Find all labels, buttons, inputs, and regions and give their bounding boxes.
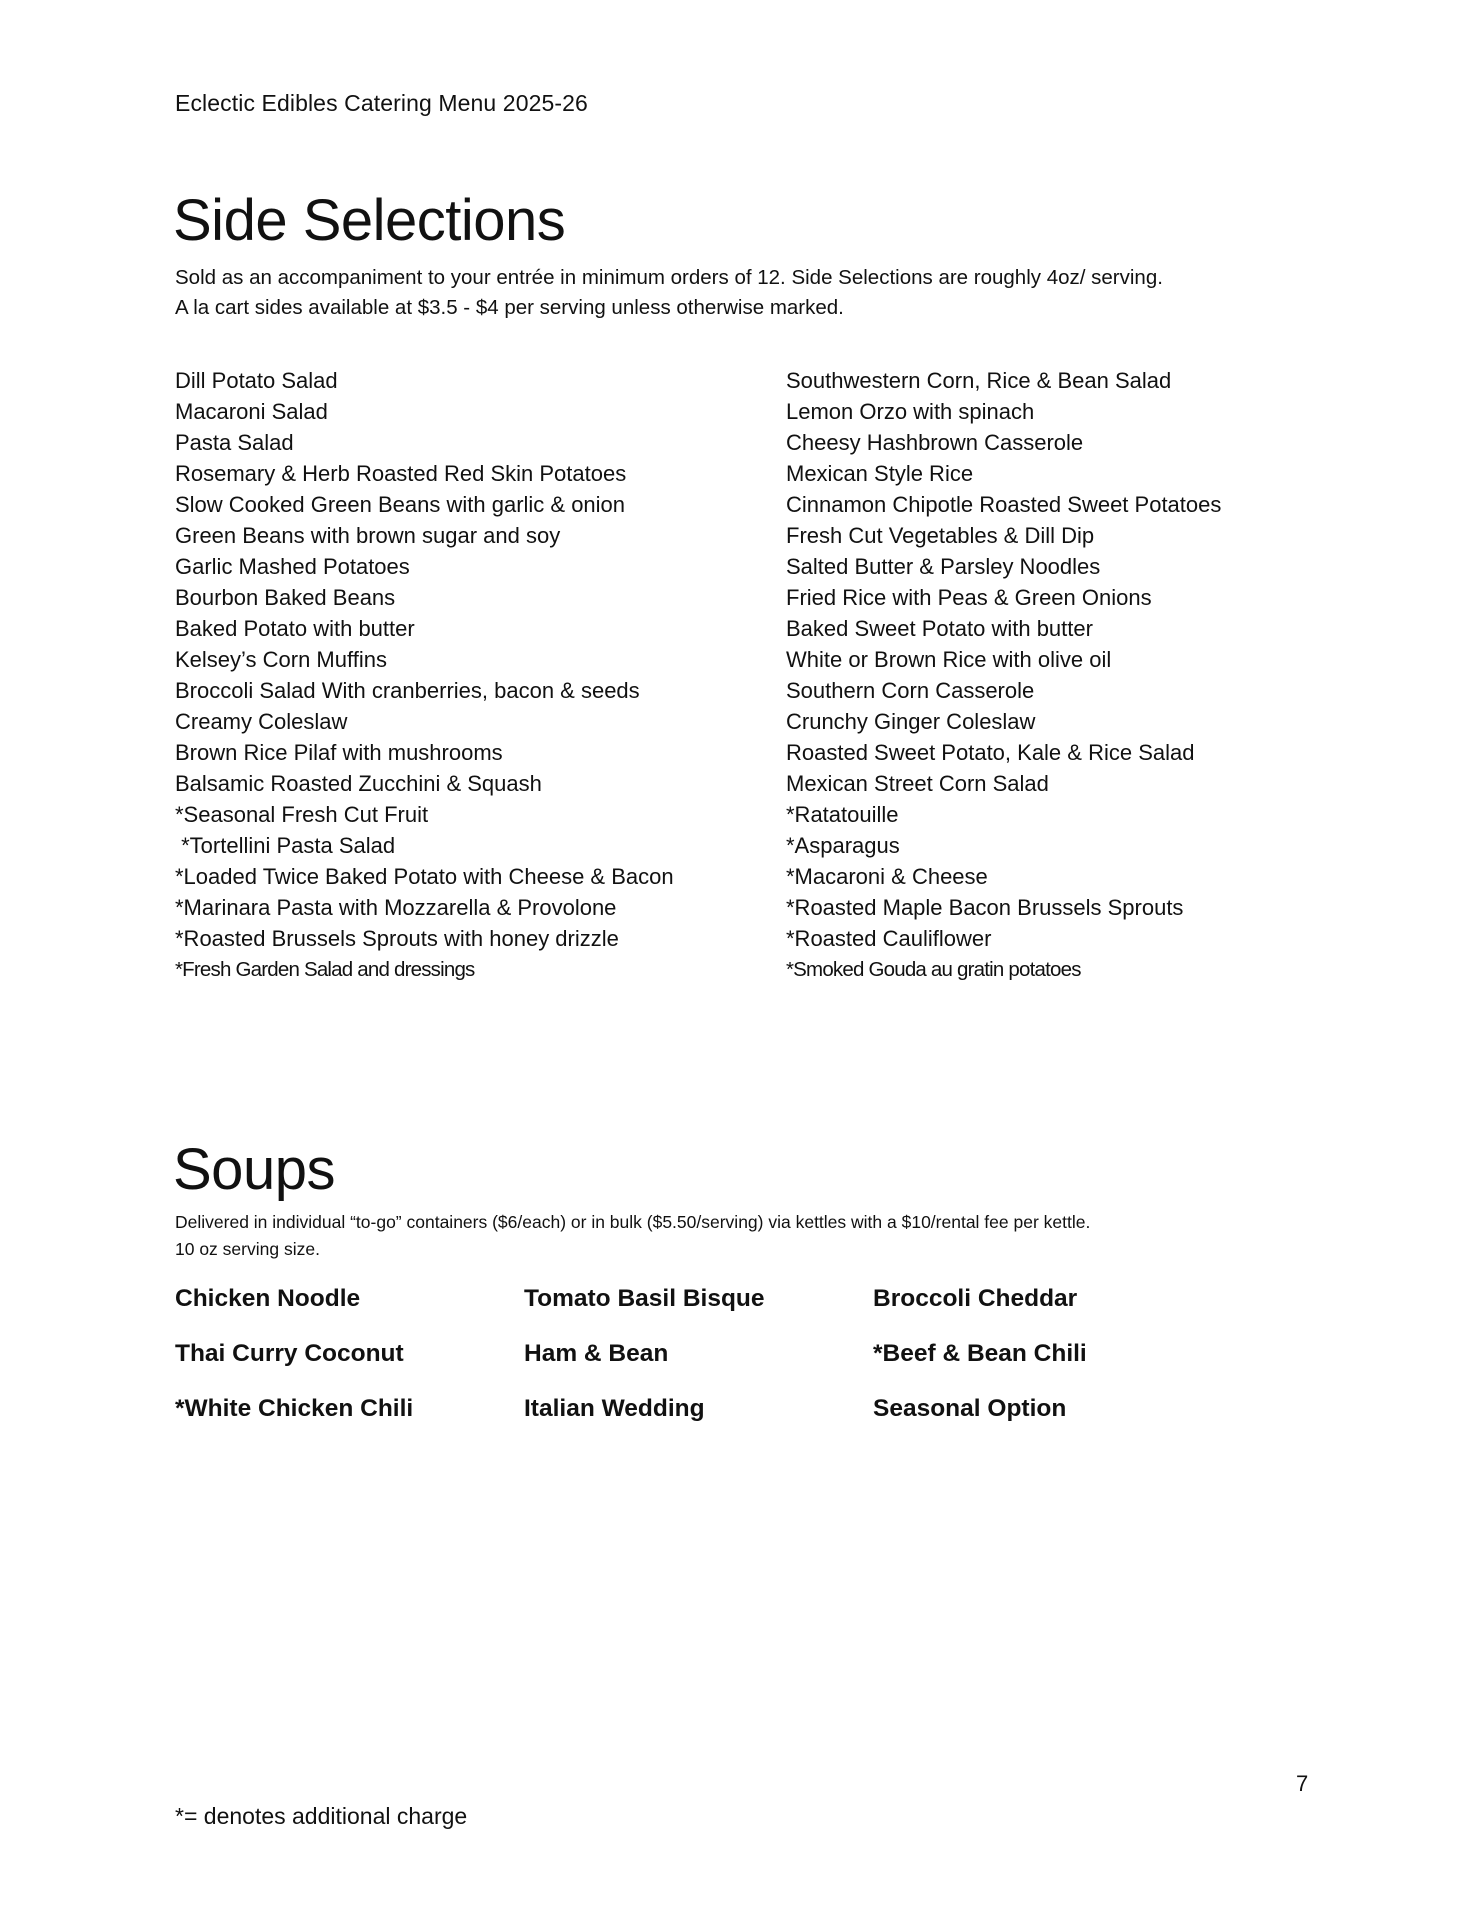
side-item: *Seasonal Fresh Cut Fruit <box>175 802 429 827</box>
side-item: Pasta Salad <box>175 430 294 455</box>
side-item: Baked Sweet Potato with butter <box>786 616 1093 641</box>
sides-right-column <box>786 365 1221 985</box>
side-selections-title: Side Selections <box>173 188 566 253</box>
side-item: Bourbon Baked Beans <box>175 585 396 610</box>
soup-item: *Beef & Bean Chili <box>873 1340 1087 1367</box>
side-item: Salted Butter & Parsley Noodles <box>786 554 1101 579</box>
soup-item: *White Chicken Chili <box>175 1395 414 1422</box>
side-item: *Macaroni & Cheese <box>786 864 988 889</box>
side-item: Macaroni Salad <box>175 399 328 424</box>
side-item: *Marinara Pasta with Mozzarella & Provolone <box>175 895 617 920</box>
side-item: *Tortellini Pasta Salad <box>175 833 396 858</box>
additional-charge-footnote: *= denotes additional charge <box>175 1803 468 1829</box>
soup-item: Broccoli Cheddar <box>873 1285 1078 1312</box>
side-item: Southwestern Corn, Rice & Bean Salad <box>786 368 1172 393</box>
side-item: Broccoli Salad With cranberries, bacon & seeds <box>175 678 640 703</box>
side-item: Brown Rice Pilaf with mushrooms <box>175 740 503 765</box>
side-item: Baked Potato with butter <box>175 616 415 641</box>
side-item: *Roasted Brussels Sprouts with honey drizzle <box>175 926 619 951</box>
side-item: *Roasted Cauliflower <box>786 926 992 951</box>
side-item: Green Beans with brown sugar and soy <box>175 523 561 548</box>
soup-item: Italian Wedding <box>524 1395 705 1422</box>
side-item: Dill Potato Salad <box>175 368 338 393</box>
soup-item: Chicken Noodle <box>175 1285 361 1312</box>
soups-grid <box>175 1283 1225 1448</box>
side-item: *Ratatouille <box>786 802 899 827</box>
side-item: Garlic Mashed Potatoes <box>175 554 410 579</box>
side-item: Cinnamon Chipotle Roasted Sweet Potatoes <box>786 492 1222 517</box>
side-item: *Asparagus <box>786 833 900 858</box>
side-item: Mexican Style Rice <box>786 461 974 486</box>
side-item: Southern Corn Casserole <box>786 678 1035 703</box>
running-header: Eclectic Edibles Catering Menu 2025-26 <box>175 90 588 116</box>
soups-title: Soups <box>173 1137 335 1202</box>
page-number: 7 <box>1296 1771 1309 1796</box>
side-item: *Fresh Garden Salad and dressings <box>175 958 475 981</box>
side-item: Lemon Orzo with spinach <box>786 399 1035 424</box>
side-item: Cheesy Hashbrown Casserole <box>786 430 1084 455</box>
sides-left-column <box>175 365 674 985</box>
side-item: Rosemary & Herb Roasted Red Skin Potatoes <box>175 461 627 486</box>
soups-intro-line-2: 10 oz serving size. <box>175 1239 320 1259</box>
side-selections-intro <box>175 263 1163 323</box>
soups-intro <box>175 1209 1090 1263</box>
soup-item: Thai Curry Coconut <box>175 1340 404 1367</box>
side-intro-line-1: Sold as an accompaniment to your entrée in minimum orders of 12. Side Selections are roughly 4oz/ serving. <box>175 266 1163 289</box>
side-item: *Loaded Twice Baked Potato with Cheese & Bacon <box>175 864 674 889</box>
soup-item: Ham & Bean <box>524 1340 669 1367</box>
side-item: *Roasted Maple Bacon Brussels Sprouts <box>786 895 1184 920</box>
side-item: Roasted Sweet Potato, Kale & Rice Salad <box>786 740 1195 765</box>
side-item: Slow Cooked Green Beans with garlic & onion <box>175 492 626 517</box>
side-item: *Smoked Gouda au gratin potatoes <box>786 958 1081 981</box>
side-item: Balsamic Roasted Zucchini & Squash <box>175 771 542 796</box>
soup-item: Seasonal Option <box>873 1395 1067 1422</box>
side-item: Fried Rice with Peas & Green Onions <box>786 585 1152 610</box>
soup-item: Tomato Basil Bisque <box>524 1285 765 1312</box>
side-item: Fresh Cut Vegetables & Dill Dip <box>786 523 1095 548</box>
soups-intro-line-1: Delivered in individual “to-go” containers ($6/each) or in bulk ($5.50/serving) via kettles with a $10/rental fee per kettle. <box>175 1212 1091 1232</box>
side-item: Kelsey’s Corn Muffins <box>175 647 387 672</box>
side-item: White or Brown Rice with olive oil <box>786 647 1112 672</box>
side-item: Creamy Coleslaw <box>175 709 348 734</box>
side-item: Mexican Street Corn Salad <box>786 771 1049 796</box>
side-intro-line-2: A la cart sides available at $3.5 - $4 per serving unless otherwise marked. <box>175 296 844 319</box>
side-item: Crunchy Ginger Coleslaw <box>786 709 1036 734</box>
